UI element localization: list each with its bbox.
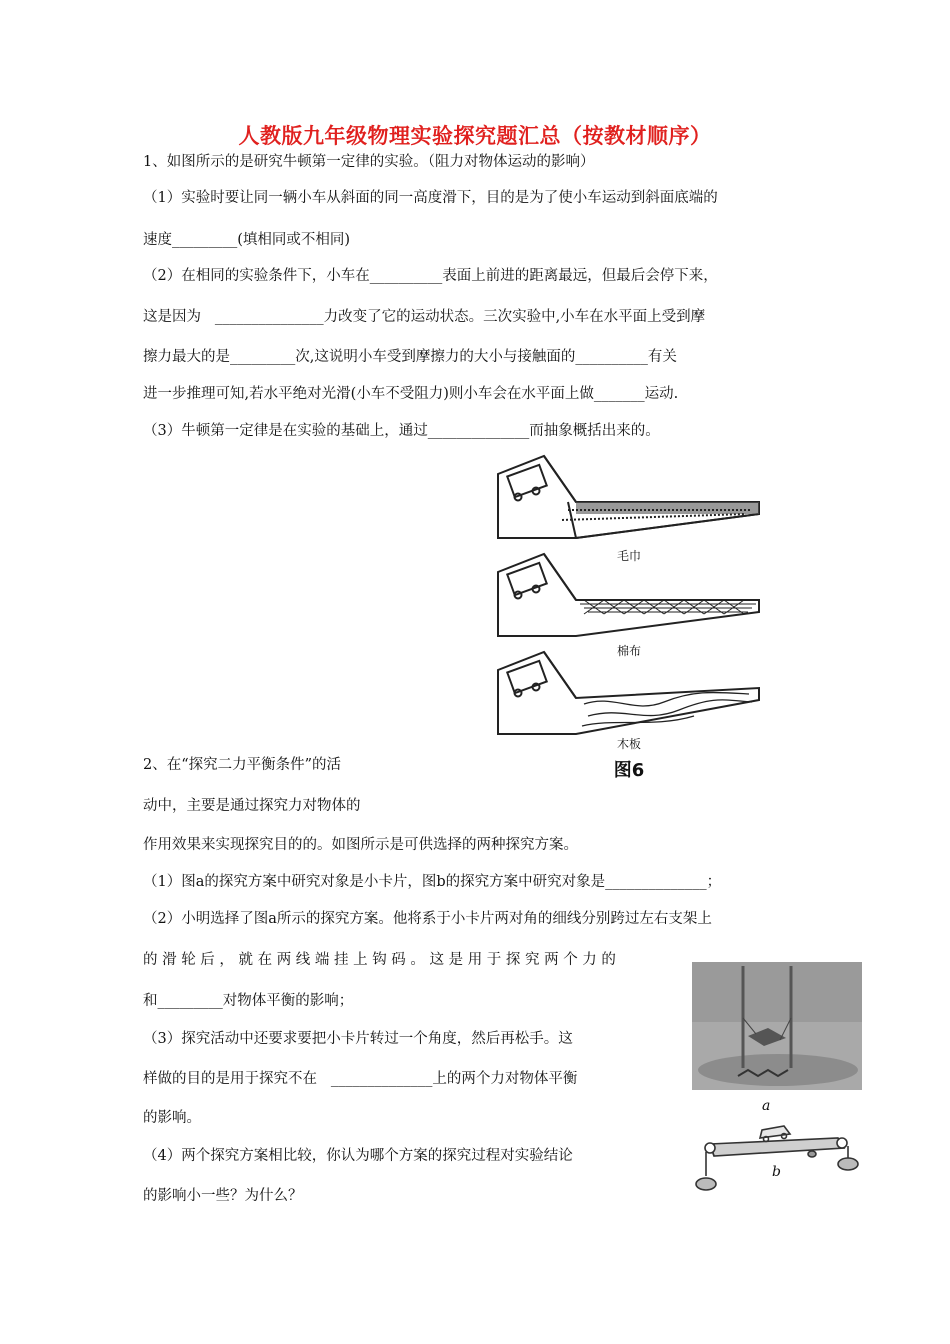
wood-surface-panel [498, 652, 759, 734]
q1-part2-line1: （2）在相同的实验条件下，小车在__________表面上前进的距离最远，但最后会停下来， [143, 268, 718, 284]
figure-caption: 图6 [613, 760, 645, 781]
q2-part3-line1: （3）探究活动中还要求要把小卡片转过一个角度，然后再松手。这 [143, 1031, 573, 1047]
q2-part1: （1）图a的探究方案中研究对象是小卡片，图b的探究方案中研究对象是______________； [143, 874, 722, 890]
q2-part3-line3: 的影响。 [143, 1110, 201, 1126]
wood-label: 木板 [616, 737, 642, 751]
figure-a-label: a [762, 1098, 771, 1114]
q1-part1-line2: 速度_________(填相同或不相同) [143, 232, 351, 248]
q2-part4-line2: 的影响小一些？为什么？ [143, 1188, 303, 1204]
q1-part2-line3: 擦力最大的是_________次,这说明小车受到摩擦力的大小与接触面的__________有关 [143, 349, 677, 365]
figure-b-label: b [772, 1164, 781, 1180]
q2-stem-line1: 2、在“探究二力平衡条件”的活 [143, 757, 342, 773]
q1-part2-line2: 这是因为 _______________力改变了它的运动状态。三次实验中,小车在水平面上受到摩 [143, 309, 706, 325]
towel-surface-panel [498, 456, 759, 538]
figure-a-photo [692, 962, 862, 1090]
q1-part1-line1: （1）实验时要让同一辆小车从斜面的同一高度滑下，目的是为了使小车运动到斜面底端的 [143, 190, 718, 206]
q2-part2-line3: 和_________对物体平衡的影响； [143, 993, 354, 1009]
two-force-balance-figure [688, 958, 868, 1198]
q2-part2-line1: （2）小明选择了图a所示的探究方案。他将系于小卡片两对角的细线分别跨过左右支架上 [143, 911, 712, 927]
q2-part4-line1: （4）两个探究方案相比较，你认为哪个方案的探究过程对实验结论 [143, 1148, 573, 1164]
cotton-label: 棉布 [616, 644, 642, 658]
q2-stem-line3: 作用效果来实现探究目的的。如图所示是可供选择的两种探究方案。 [143, 837, 578, 853]
q1-part3: （3）牛顿第一定律是在实验的基础上，通过______________而抽象概括出来的。 [143, 423, 660, 439]
q1-stem: 1、如图所示的是研究牛顿第一定律的实验。（阻力对物体运动的影响） [143, 154, 595, 170]
q2-part2-line2: 的滑轮后，就在两线端挂上钩码。这是用于探究两个力的 [143, 952, 621, 968]
newton-first-law-figure [484, 452, 774, 782]
figure-b-cart-setup [696, 1126, 858, 1190]
q2-part3-line2: 样做的目的是用于探究不在 ______________上的两个力对物体平衡 [143, 1071, 578, 1087]
q2-stem-line2: 动中，主要是通过探究力对物体的 [143, 798, 361, 814]
page-title: 人教版九年级物理实验探究题汇总（按教材顺序） [238, 124, 712, 148]
q1-part2-line4: 进一步推理可知,若水平绝对光滑(小车不受阻力)则小车会在水平面上做_______运动. [143, 386, 679, 402]
cotton-surface-panel [498, 554, 759, 636]
towel-label: 毛巾 [616, 549, 642, 563]
